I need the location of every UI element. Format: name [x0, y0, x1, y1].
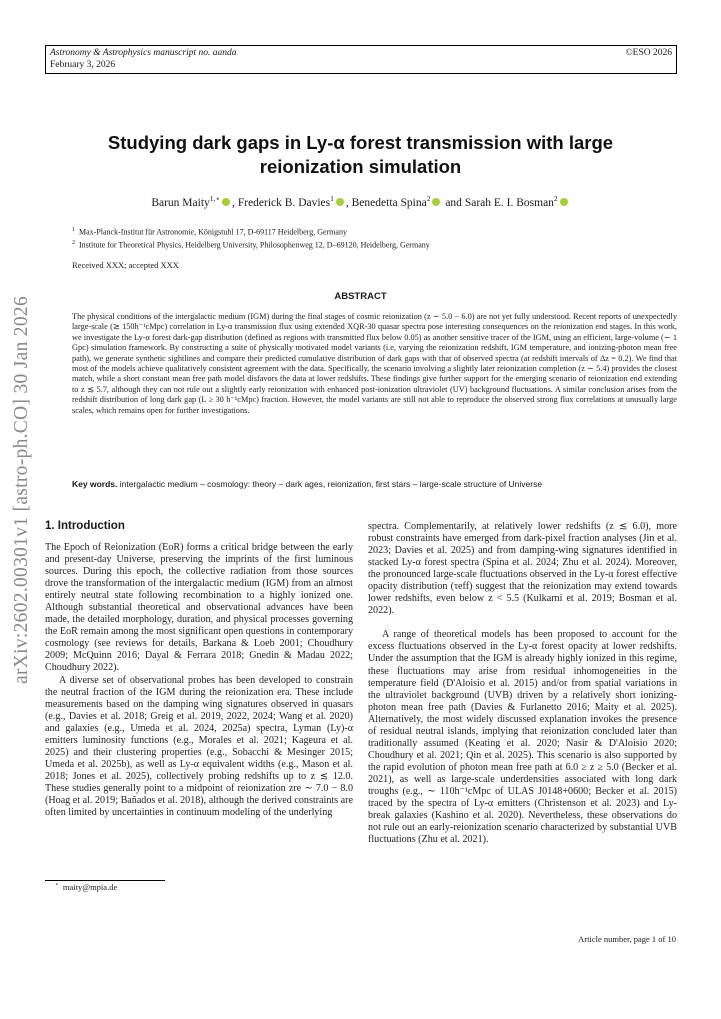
paragraph: spectra. Complementarily, at relatively lower redshifts (z ≲ 6.0), more robust constraints have emerged from dark-pixel fraction analyses (Jin et al. 2023; Davies et al. 2025) and from damping-wing signatures identified in stacked Ly-α forest spectra (Spina et al. 2024; Zhu et al. 2024). Moreover, the pronounced large-scale fluctuations observed in the Ly-α forest effective opacity distribution (τeff) suggest that the reionization may extend towards lower redshifts, even below z < 5.5 (Kulkarni et al. 2019; Bosman et al. 2022).: [368, 521, 677, 617]
author-affil-mark: 1,⋆: [209, 194, 221, 203]
arxiv-stamp-text: arXiv:2602.00301v1 [astro-ph.CO] 30 Jan 2026: [11, 296, 33, 684]
author-name: Frederick B. Davies: [237, 196, 331, 209]
affiliation-number: 1: [72, 227, 75, 233]
abstract-heading: ABSTRACT: [334, 291, 387, 302]
author-affil-mark: 1: [330, 194, 334, 203]
abstract-text: The physical conditions of the intergalactic medium (IGM) during the final stages of cosmic reionization (z ∼ 5.0 − 6.0) are not yet fully understood. Recent reports of unexpectedly large-scale (≳ 150h⁻¹cMpc) correlation in Ly-α transmission flux using extended XQR-30 quasar spectra pose interesting consequences on the reionization end stages. In this work, we investigate the Ly-α forest dark-gap distribution (defined as regions with transmitted flux below 0.05) as another sensitive tracer of the IGM, using an efficient, large-volume (∼ 1 Gpc) simulation framework. By constructing a suite of physically motivated model variants (i.e, varying the reionization redshift, IGM temperature, and ionizing-photon mean free path), we generate synthetic sightlines and compare their predicted cumulative distribution of dark gaps with that of observed spectra (at redshift intervals of Δz = 0.2). We find that most of the models achieve qualitatively consistent agreement with the data. Specifically, the scenario involving a slightly later reionization completion (z ∼ 5.4) provides the closest match, while a short constant mean free path model disfavors the data at lower redshifts. These findings give further support for the emerging scenario of reionization end extending to z ≲ 5.7, although they can not rule out a slightly early reionization with enhanced post-ionization ultraviolet (UV) background fluctuations. A similar conclusion arises from the redshift distribution of long dark gap (L ≥ 30 h⁻¹cMpc) fraction. However, the model variants are still not able to reproduce the observed strong flux correlations at unusually large scales, which remains open for further investigations.: [72, 312, 677, 415]
footnote-mark: ⋆: [55, 882, 59, 888]
page-number: Article number, page 1 of 10: [578, 934, 676, 944]
author-name: Barun Maity: [151, 196, 210, 209]
author-name: Benedetta Spina: [351, 196, 427, 209]
orcid-icon[interactable]: [222, 198, 230, 206]
affiliation-item: [72, 238, 672, 251]
paper-title: Studying dark gaps in Ly-α forest transmission with large reionization simulation: [107, 132, 614, 177]
affiliation-number: 2: [72, 239, 75, 246]
header-date: February 3, 2026: [50, 60, 116, 70]
affiliation-item: [72, 225, 672, 238]
author-affil-mark: 2: [426, 194, 431, 203]
paragraph: The Epoch of Reionization (EoR) forms a critical bridge between the early and present-day Universe, preserving the imprints of the first luminous sources. During this epoch, the collective radiation from those sources drove the transformation of the intergalactic medium (IGM) from an almost entirely neutral state following recombination to a highly ionized one. Although substantial theoretical and observational advances have been made, the detailed morphology, duration, and physical processes governing the EoR remain among the most significant open questions in contemporary cosmology (see reviews for details, Barkana & Loeb 2001; Choudhury 2009; McQuinn 2016; Dayal & Ferrara 2018; Gnedin & Madau 2022; Choudhury 2022).: [45, 542, 353, 674]
orcid-icon[interactable]: [336, 198, 344, 206]
orcid-icon[interactable]: [560, 198, 568, 206]
footnote-email[interactable]: maity@mpia.de: [62, 881, 118, 892]
affiliations: [72, 225, 672, 250]
section-heading: 1. Introduction: [45, 520, 125, 532]
keywords-label: Key words.: [72, 479, 118, 489]
right-column: [368, 521, 677, 894]
journal-header: [45, 45, 677, 74]
keywords-text: intergalactic medium – cosmology: theory – dark ages, reionization, first stars – large-scale structure of Universe: [119, 479, 543, 489]
arxiv-identifier[interactable]: [2, 270, 42, 710]
keywords: [72, 479, 677, 489]
paragraph: A diverse set of observational probes has been developed to constrain the neutral fraction of the IGM during the reionization era. These include measurements based on the damping wing signatures observed in quasars (e.g., Davies et al. 2018; Greig et al. 2019, 2022, 2024; Wang et al. 2020) and galaxies (e.g., Umeda et al. 2024, 2025a) spectra, Lyman (Ly)-α emitters luminosity functions (e.g., Morales et al. 2021; Kageura et al. 2025) and their clustering properties (e.g., Sobacchi & Mesinger 2015; Umeda et al. 2025b), as well as Ly-α equivalent widths (e.g., Mason et al. 2018; Jones et al. 2025), collectively probing redshifts up to z ≲ 12.0. These studies generally point to a midpoint of reionization zre ∼ 7.0 − 8.0 (Hoag et al. 2019; Bañados et al. 2018), although the derived constraints are often limited by uncertainties in continuum modeling of the underlying: [45, 674, 353, 819]
orcid-icon[interactable]: [432, 198, 440, 206]
copyright: ©ESO 2026: [625, 48, 672, 58]
journal-name: Astronomy & Astrophysics manuscript no. aanda: [50, 48, 237, 58]
author-name: Sarah E. I. Bosman: [464, 196, 554, 209]
received-line: Received XXX; accepted XXX: [72, 260, 179, 270]
footnote: [55, 881, 117, 892]
author-list: Barun Maity$^{1,⋆}$ , Frederick B. Davies$^1$ , Benedetta Spina$^2$ and Sarah E. I. Bosman$^2$: [60, 191, 661, 211]
paragraph: A range of theoretical models has been proposed to account for the excess fluctuations observed in the Ly-α forest opacity at lower redshifts. Under the assumption that the IGM is already highly ionized in this regime, these fluctuations may arise from residual inhomogeneities in the temperature field (D'Aloisio et al. 2015) and/or from spatial variations in the ultraviolet background (UVB) driven by a relatively short ionizing-photon mean free path (Davies & Furlanetto 2016; Maity et al. 2025). Alternatively, the most widely discussed explanation invokes the presence of residual neutral islands, implying that reionization concluded later than traditionally assumed (Keating et al. 2020; Nasir & D'Aloisio 2020; Choudhury et al. 2021; Qin et al. 2025). This scenario is also supported by the rapid evolution of photon mean free path at 6.0 ≥ z ≥ 5.0 (Becker et al. 2021), as well as large-scale underdensities associated with long dark troughs (e.g., ∼ 110h⁻¹cMpc of ULAS J0148+0600; Becker et al. 2015) traced by the spectra of Ly-α emitters (Christenson et al. 2023) and Ly-break galaxies (Kashino et al. 2020). Nevertheless, these observations do not rule out an early-reionization scenario characterized by substantial UVB fluctuations (Zhu et al. 2021).: [368, 629, 677, 846]
author-affil-mark: 2: [553, 194, 558, 203]
affiliation-text: Max-Planck-Institut für Astronomie, Königstuhl 17, D-69117 Heidelberg, Germany: [79, 227, 347, 237]
left-column: [45, 542, 353, 874]
affiliation-text: Institute for Theoretical Physics, Heidelberg University, Philosophenweg 12, D–69120, Heidelberg, Germany: [79, 240, 430, 250]
